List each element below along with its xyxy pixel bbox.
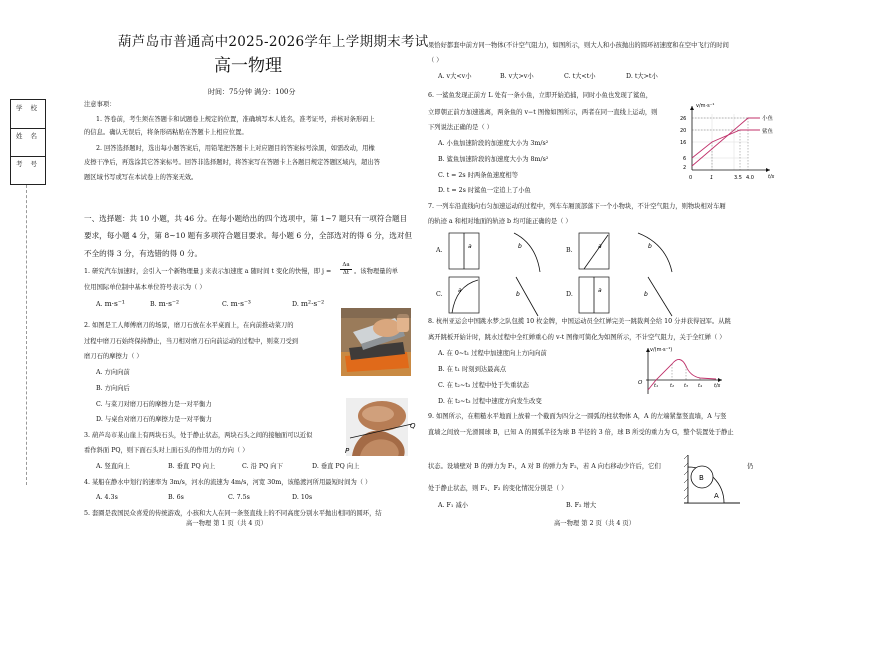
q6-xtick-4: 4.0 [746,175,754,181]
q2-stem-c: 磨刀石的摩擦力（ ） [84,353,143,360]
q9-stem-c: 状态。设墙壁对 B 的弹力为 F₁，A 对 B 的弹力为 F₂，若 A 向右移动少许后，它们 [428,463,661,470]
exam-title: 葫芦岛市普通高中2025-2026学年上学期期末考试 [118,34,429,50]
school-field[interactable]: 学 校 [11,100,45,129]
q7-option-b-figure [578,232,688,274]
q7b-label-a: a [598,243,602,250]
q5-stem-c: （ ） [428,57,443,64]
q7a-label-a: a [468,243,472,250]
q6-xtick-0: 0 [689,175,693,181]
q8-t4: t₄ [698,383,702,389]
q8-option-b: B. 在 t₁ 时刻到达最高点 [438,366,507,373]
q6-xlabel: t/s [768,174,775,180]
q2-option-b: B. 方向向后 [96,385,130,392]
q9-stem-d: 处于静止状态，则 F₁、F₂ 的变化情况分别是（ ） [428,485,568,492]
q6-ytick-16: 16 [680,140,687,146]
q2-stem-b: 过程中磨刀石始终保持静止，当刀相对磨刀石向前运动的过程中，则菜刀受到 [84,338,299,345]
q9-label-b: B [699,474,704,482]
q6-stem-c: 下列说法正确的是（ ） [428,124,493,131]
q1-fraction: Δa Δt [340,262,352,277]
note-2a: 2. 回答选择题时，选出每小题答案后，用铅笔把答题卡上对应题目的答案标号涂黑，如需改动，用橡 [96,145,375,152]
q6-legend-small-fish: 小鱼 [762,116,774,122]
q7-label-d: D. [566,291,573,298]
label-p: P [345,447,350,455]
q7c-label-b: b [516,291,520,298]
q6-ytick-6: 6 [683,156,687,162]
q1-stem-c: 位用国际单位制中基本单位符号表示为（ ） [84,284,206,291]
rocks-image [346,398,418,456]
q6-ylabel: v/m·s⁻¹ [696,103,715,109]
q9-stem-b: 直墙之间放一光滑圆球 B，已知 A 的圆弧半径为球 B 半径的 3 倍，球 B 所受的重力为 G，整个装置处于静止 [428,429,734,436]
q6-option-a: A. 小鱼加速阶段的加速度大小为 3m/s² [438,140,549,147]
q7b-label-b: b [648,243,652,250]
q8-stem-a: 8. 杭州亚运会中国跳水梦之队包揽 10 枚金牌，中国运动员全红婵完美一跳裁判全给 10 分并获得冠军。从跳 [428,318,731,325]
section1-l3: 不全的得 3 分，有选错的得 0 分。 [84,249,203,258]
note-1a: 1. 答卷前，考生须在答题卡和试题卷上规定的位置，准确填写本人姓名，准考证号，并核对条形码上 [96,116,375,123]
q3-option-b: B. 垂直 PQ 向上 [168,463,216,470]
q4-option-a: A. 4.3s [96,494,118,501]
q8-option-c: C. 在 t₂~t₃ 过程中处于失重状态 [438,382,529,389]
q7-label-b: B. [566,247,573,254]
q7-option-a-figure [448,232,558,274]
q3-stem-a: 3. 葫芦岛市某山崖上有两块石头，处于静止状态，两块石头之间的接触面可以近似 [84,432,313,439]
q3-option-c: C. 沿 PQ 向下 [242,463,283,470]
q9-option-b: B. F₂ 增大 [566,502,597,509]
footer-left: 高一物理 第 1 页（共 4 页） [186,520,267,527]
q8-option-d: D. 在 t₂~t₃ 过程中速度方向发生改变 [438,398,542,405]
q9-stem-a: 9. 如图所示，在粗糙水平地面上放着一个截面为四分之一圆弧的柱状物体 A，A 的左端紧靠竖直墙，A 与竖 [428,413,727,420]
whetstone-image [341,308,411,376]
subject-title: 高一物理 [214,56,282,76]
q4-option-b: B. 6s [168,494,184,501]
q1-option-a: A. m·s⁻¹ [96,299,125,308]
q6-ytick-26: 26 [680,116,687,122]
q9-option-a: A. F₁ 减小 [438,502,469,509]
q8-t3: t₃ [684,383,688,389]
q5-option-d: D. t大>t小 [626,73,658,80]
q9-figure [682,453,742,507]
q6-ytick-2: 2 [683,165,687,171]
q2-option-d: D. 与桌台对磨刀石的摩擦力是一对平衡力 [96,416,212,423]
q6-stem-b: 立即朝正前方加速逃离，两条鱼的 v−t 图像如图所示，两者在同一直线上运动，则 [428,109,658,116]
q8-ylabel: v/(m·s⁻¹) [650,347,673,353]
q6-xtick-3-5: 3.5 [734,175,742,181]
q7d-label-a: a [598,287,602,294]
q1-stem-a: 1. 研究汽车加速时，会引入一个新物理量 j 来表示加速度 a 随时间 t 变化的快慢，即 j = [84,268,332,275]
q3-stem-b: 看作斜面 PQ，则下面石头对上面石头的作用力的方向（ ） [84,447,249,454]
q8-vt-graph [636,344,726,396]
q5-stem-b: 果恰好都套中前方同一物体(不计空气阻力)，如图所示，则大人和小孩抛出的圆环初速度和在空中飞行的时间 [428,42,729,49]
q9-label-a: A [714,492,719,500]
q5-option-c: C. t大<t小 [564,73,596,80]
time-score: 时间：75分钟 满分：100分 [208,88,296,96]
q8-t2: t₂ [670,383,674,389]
q3-option-a: A. 竖直向上 [96,463,130,470]
footer-right: 高一物理 第 2 页（共 4 页） [554,520,635,527]
q4-option-c: C. 7.5s [228,494,250,501]
note-1b: 的信息。确认无误后，将条形码粘贴在答题卡上相应位置。 [84,129,248,136]
q6-stem-a: 6. 一鲨鱼发现正前方 L 处有一条小鱼，立即开始追捕，同时小鱼也发现了鲨鱼， [428,92,652,99]
q7-option-c-figure [448,276,558,318]
q8-stem-b: 离开跳板开始计时，跳水过程中全红婵重心的 v-t 图像可简化为如图所示，不计空气阻力，关于全红婵（ ） [428,334,726,341]
q5-stem-a: 5. 套圈是我国民众喜爱的传统游戏，小孩和大人在同一条竖直线上的不同高度分别水平抛出相同的圆环，结 [84,510,382,517]
q1-stem-b: 。该物理量的单 [354,268,399,275]
q6-vt-graph [676,100,786,184]
note-2b: 皮擦干净后，再选涂其它答案标号。回答非选择题时，将答案写在答题卡上各题目规定答题区域内，超出答 [84,159,380,166]
q7d-label-b: b [644,291,648,298]
note-2c: 题区域书写或写在本试卷上的答案无效。 [84,174,198,181]
q5-option-b: B. v大>v小 [500,73,534,80]
q1-option-c: C. m·s⁻³ [222,299,251,308]
q5-option-a: A. v大<v小 [438,73,472,80]
q8-xlabel: t/s [714,383,721,389]
q7c-label-a: a [458,287,462,294]
notes-heading: 注意事项： [84,101,116,108]
q9-stem-c2: 仍 [747,463,754,470]
q7-label-c: C. [436,291,443,298]
q8-option-a: A. 在 0~t₁ 过程中加速度向上方向向前 [438,350,547,357]
q2-option-c: C. 与菜刀对磨刀石的摩擦力是一对平衡力 [96,401,212,408]
section1-l1: 一、选择题：共 10 小题，共 46 分。在每小题给出的四个选项中，第 1~7 题只有一项符合题目 [84,214,408,223]
q6-option-d: D. t = 2s 时鲨鱼一定追上了小鱼 [438,187,531,194]
q4-option-d: D. 10s [292,494,313,501]
q2-stem-a: 2. 如图是工人师傅磨刀的场景，磨刀石放在水平桌面上，在向前推动菜刀的 [84,322,294,329]
name-field[interactable]: 姓 名 [11,128,45,157]
q1-option-d: D. m²·s⁻² [292,299,325,308]
q6-legend-shark: 鲨鱼 [762,129,774,135]
q7-stem-b: 的轨迹 a 和相对地面的轨迹 b 均可能正确的是（ ） [428,218,572,225]
q6-option-b: B. 鲨鱼加速阶段的加速度大小为 8m/s² [438,156,549,163]
q7-stem-a: 7. 一列车沿直线向右匀加速运动的过程中，列车车厢顶部落下一个小物块，不计空气阻力，则物块相对车厢 [428,203,726,210]
student-info-box [10,99,46,185]
binding-line [26,185,27,485]
q7-label-a: A. [436,247,443,254]
q4-stem: 4. 某船在静水中划行的速率为 3m/s，河水的流速为 4m/s，河宽 30m，该船渡河所用最短时间为（ ） [84,479,372,486]
q6-xtick-1: 1 [710,175,714,181]
q2-option-a: A. 方向向前 [96,369,130,376]
label-q: Q [410,422,416,430]
q3-option-d: D. 垂直 PQ 向上 [312,463,360,470]
q7a-label-b: b [518,243,522,250]
small-fish-line [692,130,760,158]
q6-option-c: C. t = 2s 时两条鱼速度相等 [438,172,519,179]
number-field[interactable]: 考 号 [15,160,41,168]
q7-option-d-figure [578,276,688,318]
q6-ytick-20: 20 [680,128,687,134]
q1-option-b: B. m·s⁻² [150,299,179,308]
section1-l2: 要求，每小题 4 分，第 8~10 题有多项符合题目要求。每小题 6 分，全部选对的得 6 分，选对但 [84,231,413,240]
q8-t1: t₁ [654,383,658,389]
q8-origin: O [638,380,643,386]
